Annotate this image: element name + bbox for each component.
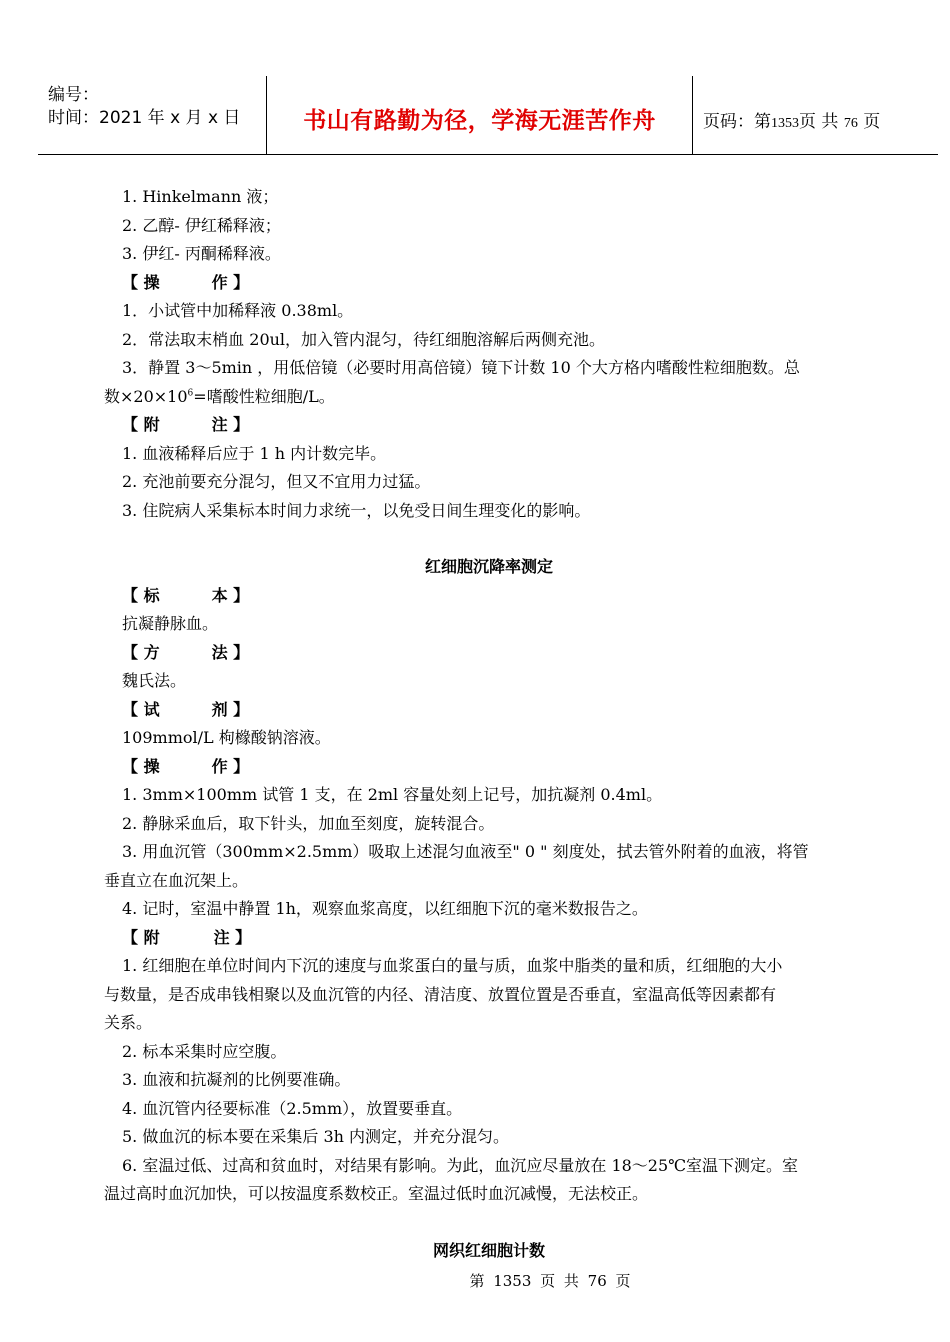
operation-step: 2．常法取末梢血 20ul，加入管内混匀，待红细胞溶解后两侧充池。 [122,329,606,349]
note-item: 2. 充池前要充分混匀，但又不宜用力过猛。 [122,472,431,491]
section-heading-notes: 【 附 注 】 [122,415,250,434]
note-item: 2. 标本采集时应空腹。 [122,1041,287,1061]
section-heading-notes: 【 附 注 】 [122,927,252,947]
operation-step: 4. 记时，室温中静置 1h，观察血浆高度，以红细胞下沉的毫米数报告之。 [122,899,648,918]
note-item: 1. 血液稀释后应于 1 h 内计数完毕。 [122,443,387,463]
operation-step: 2. 静脉采血后，取下针头，加血至刻度，旋转混合。 [122,813,495,833]
operation-step: 3．静置 3～5min ，用低倍镜（必要时用高倍镜）镜下计数 10 个大方格内嗜酸性粒细胞数。总 [122,358,800,377]
note-item: 3. 住院病人采集标本时间力求统一，以免受日间生理变化的影响。 [122,500,591,520]
header-motto-cell [267,76,693,154]
operation-step: 1．小试管中加稀释液 0.38ml。 [122,301,354,320]
operation-step: 3. 用血沉管（300mm×2.5mm）吸取上述混匀血液至" 0 " 刻度处，拭去管外附着的血液，将管 [122,842,809,861]
specimen-text: 抗凝静脉血。 [122,614,219,633]
section-heading-specimen: 【 标 本 】 [122,585,250,605]
motto: 书山有路勤为径，学海无涯苦作舟 [303,107,656,134]
note-item-continued: 关系。 [104,1013,153,1032]
reagent-item: 3. 伊红- 丙酮稀释液。 [122,244,281,263]
note-item-continued: 温过高时血沉加快，可以按温度系数校正。室温过低时血沉减慢，无法校正。 [104,1184,649,1203]
page-footer: 第 1353 页 共 76 页 [469,1272,631,1290]
operation-step-continued: 垂直立在血沉架上。 [104,870,249,890]
page-mid: 页 共 [799,112,839,132]
note-item: 5. 做血沉的标本要在采集后 3h 内测定，并充分混匀。 [122,1127,510,1146]
page-prefix: 页码：第 [703,112,771,132]
section-heading-method: 【 方 法 】 [122,642,250,662]
section-heading-reagent: 【 试 剂 】 [122,699,250,719]
reagent-item: 1. Hinkelmann 液； [122,187,279,206]
section-title-reticulocyte: 网织红细胞计数 [432,1240,545,1260]
reagent-text: 109mmol/L 枸橼酸钠溶液。 [122,728,331,747]
number-label: 编号： [48,85,99,105]
page-total: 76 [843,116,858,131]
section-heading-operation: 【 操 作 】 [122,272,250,292]
date-label: 时间：2021 年 x 月 x 日 [48,108,241,128]
note-item-continued: 与数量，是否成串钱相聚以及血沉管的内径、清洁度、放置位置是否垂直，室温高低等因素都有 [104,984,777,1004]
note-item: 1. 红细胞在单位时间内下沉的速度与血浆蛋白的量与质，血浆中脂类的量和质，红细胞的大小 [122,956,783,975]
section-heading-operation: 【 操 作 】 [122,756,250,776]
note-item: 4. 血沉管内径要标准（2.5mm），放置要垂直。 [122,1098,463,1118]
method-text: 魏氏法。 [122,671,187,690]
note-item: 3. 血液和抗凝剂的比例要准确。 [122,1070,351,1089]
header-meta-cell [38,76,267,154]
page-header [38,76,938,155]
operation-step-continued: 数$\times 20\times 10^6=$嗜酸性粒细胞/L。 [104,386,335,406]
page-number: 1353 [771,116,799,131]
document-body [104,183,874,1265]
note-item: 6. 室温过低、过高和贫血时，对结果有影响。为此，血沉应尽量放在 18～25℃室温下测定。室 [122,1155,799,1175]
section-title-esr: 红细胞沉降率测定 [424,557,553,576]
operation-step: 1. 3mm×100mm 试管 1 支，在 2ml 容量处刻上记号，加抗凝剂 0.4ml。 [122,785,663,804]
header-page-cell [693,76,938,154]
reagent-item: 2. 乙醇- 伊红稀释液； [122,215,281,235]
page-info [703,107,880,132]
page-suffix: 页 [863,112,881,132]
